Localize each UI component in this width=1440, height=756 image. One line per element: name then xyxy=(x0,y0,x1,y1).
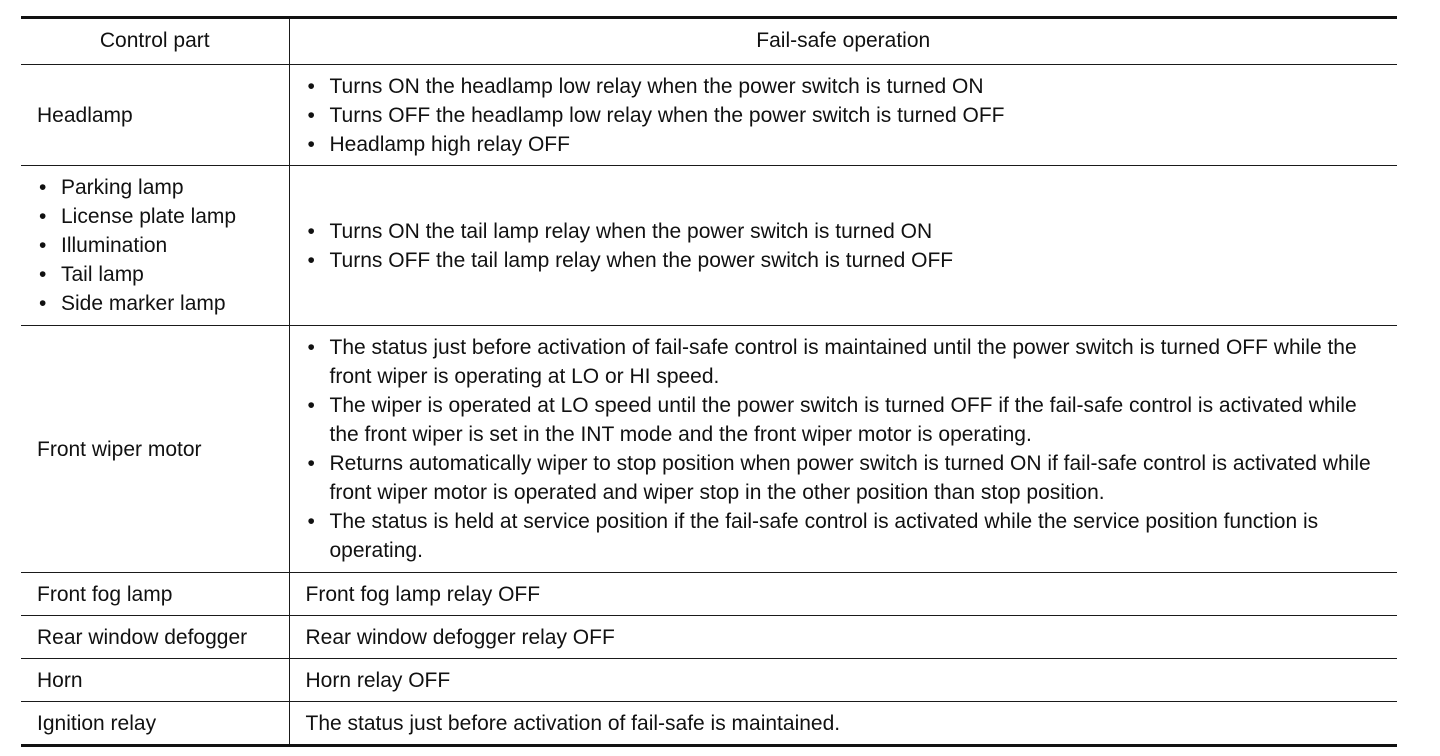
control-part-text: Side marker lamp xyxy=(61,292,226,315)
control-part-cell: Rear window defogger xyxy=(21,616,289,659)
list-item xyxy=(37,260,289,289)
bullet-icon: • xyxy=(39,234,47,257)
table-row xyxy=(21,166,1397,326)
header-fail-safe-operation: Fail-safe operation xyxy=(289,18,1397,65)
operation-cell: The status just before activation of fail-safe is maintained. xyxy=(289,702,1397,746)
bullet-icon: • xyxy=(307,510,315,533)
list-item xyxy=(306,130,1386,159)
bullet-icon: • xyxy=(39,205,47,228)
control-part-cell: Headlamp xyxy=(21,65,289,166)
list-item xyxy=(306,246,1386,275)
operation-list xyxy=(306,217,1386,275)
list-item xyxy=(37,289,289,318)
operation-list xyxy=(306,72,1386,159)
bullet-icon: • xyxy=(307,219,315,243)
fail-safe-table xyxy=(21,16,1397,747)
control-part-cell xyxy=(21,166,289,326)
bullet-icon: • xyxy=(39,176,47,199)
operation-cell xyxy=(289,326,1397,573)
header-control-part: Control part xyxy=(21,18,289,65)
bullet-icon: • xyxy=(39,292,47,315)
operation-text: Turns ON the tail lamp relay when the power switch is turned ON xyxy=(329,219,933,243)
list-item xyxy=(306,333,1386,391)
list-item xyxy=(306,101,1386,130)
bullet-icon: • xyxy=(307,336,315,359)
operation-list xyxy=(306,333,1386,565)
operation-cell xyxy=(289,65,1397,166)
operation-text: The wiper is operated at LO speed until the power switch is turned OFF if the fail-safe control is activated while the front wiper is set in the INT mode and the front wiper motor is operating. xyxy=(329,394,1357,446)
bullet-icon: • xyxy=(307,394,315,417)
control-part-text: Tail lamp xyxy=(61,263,144,286)
control-part-cell: Ignition relay xyxy=(21,702,289,746)
table-row xyxy=(21,702,1397,746)
list-item xyxy=(37,231,289,260)
bullet-icon: • xyxy=(307,132,315,156)
operation-cell: Horn relay OFF xyxy=(289,659,1397,702)
list-item xyxy=(306,449,1386,507)
operation-cell: Rear window defogger relay OFF xyxy=(289,616,1397,659)
table-row xyxy=(21,616,1397,659)
list-item xyxy=(306,72,1386,101)
table-row xyxy=(21,573,1397,616)
operation-text: The status just before activation of fail-safe control is maintained until the power switch is turned OFF while the front wiper is operating at LO or HI speed. xyxy=(329,336,1357,388)
control-part-list xyxy=(37,173,289,318)
list-item xyxy=(306,507,1386,565)
table-header-row xyxy=(21,18,1397,65)
operation-text: Turns ON the headlamp low relay when the power switch is turned ON xyxy=(329,74,984,98)
bullet-icon: • xyxy=(307,452,315,475)
control-part-cell: Front wiper motor xyxy=(21,326,289,573)
operation-text: Returns automatically wiper to stop position when power switch is turned ON if fail-safe control is activated while front wiper motor is operated and wiper stop in the other position than stop position. xyxy=(329,452,1371,504)
table-row xyxy=(21,326,1397,573)
table-row xyxy=(21,659,1397,702)
list-item xyxy=(306,217,1386,246)
list-item xyxy=(37,173,289,202)
table-row xyxy=(21,65,1397,166)
bullet-icon: • xyxy=(307,74,315,98)
control-part-cell: Horn xyxy=(21,659,289,702)
operation-cell: Front fog lamp relay OFF xyxy=(289,573,1397,616)
operation-text: Turns OFF the headlamp low relay when the power switch is turned OFF xyxy=(329,103,1005,127)
control-part-text: License plate lamp xyxy=(61,205,237,228)
bullet-icon: • xyxy=(39,263,47,286)
control-part-text: Parking lamp xyxy=(61,176,184,199)
list-item xyxy=(37,202,289,231)
operation-text: Turns OFF the tail lamp relay when the power switch is turned OFF xyxy=(329,248,954,272)
operation-text: Headlamp high relay OFF xyxy=(329,132,570,156)
operation-text: The status is held at service position if the fail-safe control is activated while the service position function is operating. xyxy=(329,510,1319,562)
bullet-icon: • xyxy=(307,248,315,272)
bullet-icon: • xyxy=(307,103,315,127)
control-part-text: Illumination xyxy=(61,234,168,257)
operation-cell xyxy=(289,166,1397,326)
control-part-cell: Front fog lamp xyxy=(21,573,289,616)
list-item xyxy=(306,391,1386,449)
